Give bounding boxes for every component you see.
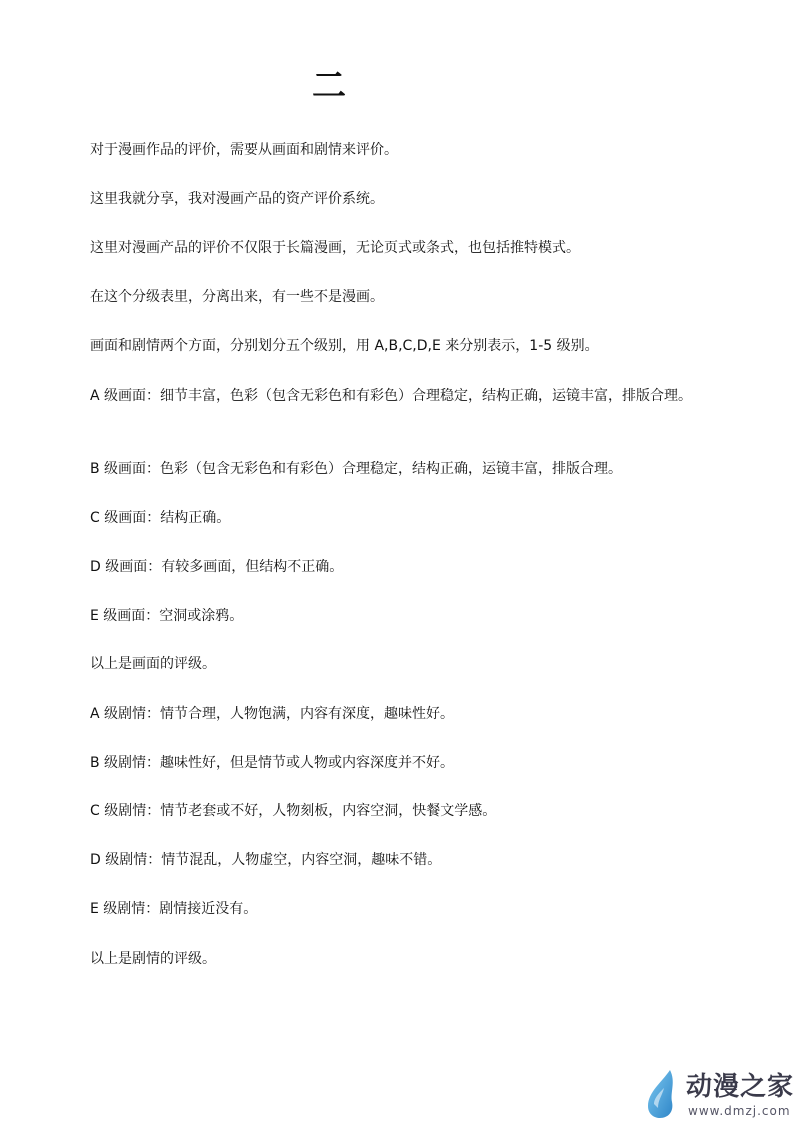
paragraph-12: A 级剧情：情节合理，人物饱满，内容有深度，趣味性好。 — [90, 706, 455, 722]
paragraph-17: 以上是剧情的评级。 — [90, 951, 216, 967]
paragraph-14: C 级剧情：情节老套或不好，人物刻板，内容空洞，快餐文学感。 — [90, 803, 497, 819]
paragraph-16: E 级剧情：剧情接近没有。 — [90, 901, 258, 917]
section-heading: 二 — [312, 66, 348, 106]
paragraph-13: B 级剧情：趣味性好，但是情节或人物或内容深度并不好。 — [90, 755, 455, 771]
paragraph-5: 画面和剧情两个方面，分别划分五个级别，用 A,B,C,D,E 来分别表示，1-5 级别。 — [90, 338, 599, 354]
paragraph-7: B 级画面：色彩（包含无彩色和有彩色）合理稳定，结构正确，运镜丰富，排版合理。 — [90, 461, 623, 477]
paragraph-10: E 级画面：空洞或涂鸦。 — [90, 608, 244, 624]
paragraph-6: A 级画面：细节丰富，色彩（包含无彩色和有彩色）合理稳定，结构正确，运镜丰富，排版合理。 — [90, 388, 693, 404]
paragraph-3: 这里对漫画产品的评价不仅限于长篇漫画，无论页式或条式，也包括推特模式。 — [90, 240, 580, 256]
paragraph-2: 这里我就分享，我对漫画产品的资产评价系统。 — [90, 191, 384, 207]
paragraph-4: 在这个分级表里，分离出来，有一些不是漫画。 — [90, 289, 384, 305]
water-drop-icon — [640, 1068, 680, 1120]
watermark-url: www.dmzj.com — [688, 1104, 791, 1118]
paragraph-1: 对于漫画作品的评价，需要从画面和剧情来评价。 — [90, 142, 398, 158]
watermark-logo-text: 动漫之家 — [686, 1072, 795, 1102]
watermark-logo — [638, 1064, 795, 1124]
paragraph-9: D 级画面：有较多画面，但结构不正确。 — [90, 559, 344, 575]
paragraph-11: 以上是画面的评级。 — [90, 656, 216, 672]
paragraph-15: D 级剧情：情节混乱，人物虚空，内容空洞，趣味不错。 — [90, 852, 442, 868]
paragraph-8: C 级画面：结构正确。 — [90, 510, 231, 526]
